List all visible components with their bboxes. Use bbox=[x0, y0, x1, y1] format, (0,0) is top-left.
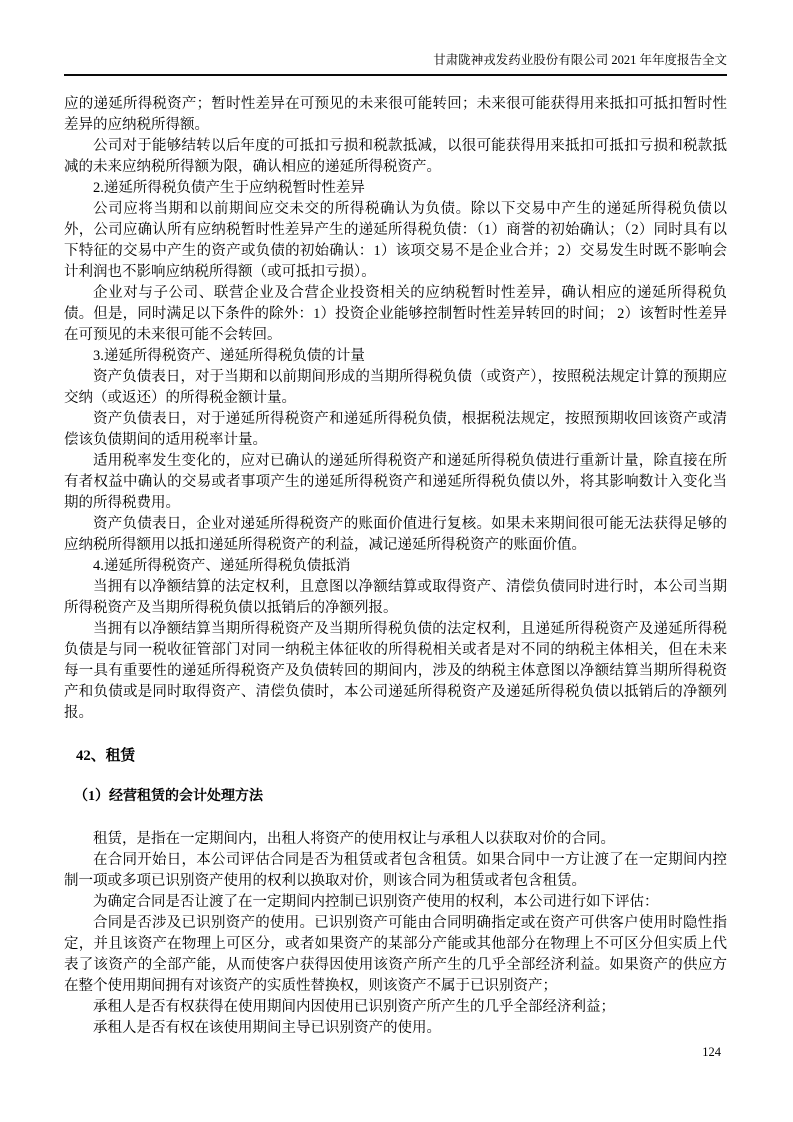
paragraph-lessee-economic-benefit: 承租人是否有权获得在使用期间内因使用已识别资产所产生的几乎全部经济利益； bbox=[93, 999, 615, 1015]
page-number: 124 bbox=[702, 1045, 721, 1059]
paragraph-liability-recognition: 公司应将当期和以前期间应交未交的所得税确认为负债。除以下交易中产生的递延所得税负债以外，公司应确认所有应纳税暂时性差异产生的递延所得税负债：（1）商誉的初始确认；（2）同时具有以下特征的交易中产生的资产或负债的初始确认：1）该项交易不是企业合并；2）交易发生时既不影响会计利润也不影响应纳税所得额（或可抵扣亏损）。 bbox=[64, 201, 727, 280]
report-header-title: 甘肃陇神戎发药业股份有限公司 2021 年年度报告全文 bbox=[433, 53, 727, 67]
paragraph-deferred-tax-asset-continuation: 应的递延所得税资产；暂时性差异在可预见的未来很可能转回；未来很可能获得用来抵扣可抵扣暂时性差异的应纳税所得额。 bbox=[64, 96, 727, 133]
section-heading-42-lease: 42、租赁 bbox=[76, 748, 136, 764]
paragraph-current-tax-measurement: 资产负债表日，对于当期和以前期间形成的当期所得税负债（或资产），按照税法规定计算的预期应交纳（或返还）的所得税金额计量。 bbox=[64, 369, 727, 406]
paragraph-tax-rate-change: 适用税率发生变化的，应对已确认的递延所得税资产和递延所得税负债进行重新计量，除直接在所有者权益中确认的交易或者事项产生的递延所得税资产和递延所得税负债以外，将其影响数计入变化当期的所得税费用。 bbox=[64, 453, 727, 511]
paragraph-deferred-tax-measurement: 资产负债表日，对于递延所得税资产和递延所得税负债，根据税法规定，按照预期收回该资产或清偿该负债期间的适用税率计量。 bbox=[64, 411, 727, 448]
paragraph-subsidiary-investments: 企业对与子公司、联营企业及合营企业投资相关的应纳税暂时性差异，确认相应的递延所得税负债。但是，同时满足以下条件的除外：1）投资企业能够控制暂时性差异转回的时间； 2）该暂时性差异在可预见的未来很可能不会转回。 bbox=[64, 285, 727, 343]
paragraph-carryforward-losses: 公司对于能够结转以后年度的可抵扣亏损和税款抵减，以很可能获得用来抵扣可抵扣亏损和税款抵减的未来应纳税所得额为限，确认相应的递延所得税资产。 bbox=[64, 138, 727, 175]
document-body bbox=[64, 94, 727, 1039]
paragraph-lease-definition: 租赁，是指在一定期间内，出租人将资产的使用权让与承租人以获取对价的合同。 bbox=[93, 831, 615, 847]
paragraph-identified-asset: 合同是否涉及已识别资产的使用。已识别资产可能由合同明确指定或在资产可供客户使用时隐性指定，并且该资产在物理上可区分，或者如果资产的某部分产能或其他部分在物理上不可区分但实质上代表了该资产的全部产能，从而使客户获得因使用该资产所产生的几乎全部经济利益。如果资产的供应方在整个使用期间拥有对该资产的实质性替换权，则该资产不属于已识别资产； bbox=[64, 915, 727, 994]
subsection-heading-1-operating-lease: （1）经营租赁的会计处理方法 bbox=[74, 789, 263, 804]
paragraph-net-settlement-deferred: 当拥有以净额结算当期所得税资产及当期所得税负债的法定权利，且递延所得税资产及递延所得税负债是与同一税收征管部门对同一纳税主体征收的所得税相关或者是对不同的纳税主体相关，但在未来每一具有重要性的递延所得税资产及负债转回的期间内，涉及的纳税主体意图以净额结算当期所得税资产和负债或是同时取得资产、清偿负债时，本公司递延所得税资产及递延所得税负债以抵销后的净额列报。 bbox=[64, 621, 727, 721]
paragraph-lessee-direct-use: 承租人是否有权在该使用期间主导已识别资产的使用。 bbox=[93, 1020, 441, 1036]
paragraph-net-settlement-current: 当拥有以净额结算的法定权利，且意图以净额结算或取得资产、清偿负债同时进行时，本公司当期所得税资产及当期所得税负债以抵销后的净额列报。 bbox=[64, 579, 727, 616]
paragraph-carrying-amount-review: 资产负债表日，企业对递延所得税资产的账面价值进行复核。如果未来期间很可能无法获得足够的应纳税所得额用以抵扣递延所得税资产的利益，减记递延所得税资产的账面价值。 bbox=[64, 516, 727, 553]
paragraph-lease-evaluation-intro: 为确定合同是否让渡了在一定期间内控制已识别资产使用的权利，本公司进行如下评估： bbox=[93, 894, 659, 910]
numbered-item-3-measurement: 3.递延所得税资产、递延所得税负债的计量 bbox=[93, 348, 365, 364]
numbered-item-2-deferred-tax-liability: 2.递延所得税负债产生于应纳税暂时性差异 bbox=[93, 180, 365, 196]
numbered-item-4-offsetting: 4.递延所得税资产、递延所得税负债抵消 bbox=[93, 558, 351, 574]
header-divider bbox=[64, 74, 727, 76]
paragraph-lease-assessment: 在合同开始日，本公司评估合同是否为租赁或者包含租赁。如果合同中一方让渡了在一定期间内控制一项或多项已识别资产使用的权利以换取对价，则该合同为租赁或者包含租赁。 bbox=[64, 852, 727, 889]
